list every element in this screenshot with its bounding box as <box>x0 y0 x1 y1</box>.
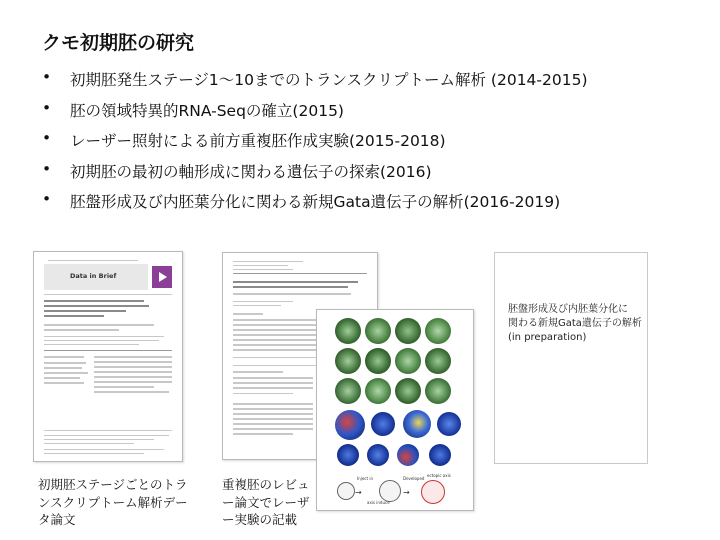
text-line <box>233 301 293 302</box>
embryo-image <box>425 348 451 374</box>
title-line <box>233 281 358 283</box>
embryo-image <box>395 378 421 404</box>
text-line <box>44 443 134 444</box>
paper2-caption: 重複胚のレビュー論文でレーザー実験の記載 <box>222 477 310 527</box>
embryo-image <box>365 318 391 344</box>
text-line <box>44 449 164 450</box>
bullet-item <box>42 99 588 130</box>
embryo-image-fluorescent <box>397 444 419 466</box>
paper-thumbnail-data-in-brief[interactable] <box>33 251 183 462</box>
embryo-figure <box>325 316 465 476</box>
embryo-image-fluorescent <box>337 444 359 466</box>
schematic-embryo <box>379 480 401 502</box>
caption-line: 胚盤形成及び内胚葉分化に <box>508 304 628 315</box>
embryo-image-fluorescent <box>371 412 395 436</box>
text-line <box>44 340 159 341</box>
text-line <box>233 382 313 384</box>
bullet-item <box>42 160 588 191</box>
text-line <box>94 366 172 368</box>
bullet-item <box>42 190 588 221</box>
divider <box>44 430 172 431</box>
text-line <box>233 393 293 394</box>
embryo-image <box>335 378 361 404</box>
schematic-embryo-ectopic <box>421 480 445 504</box>
text-line <box>94 386 154 388</box>
divider <box>44 294 172 295</box>
bullet-item <box>42 68 588 99</box>
bullet-marker: • <box>42 129 52 147</box>
text-line <box>233 377 313 379</box>
text-line <box>48 260 138 261</box>
bullet-text: 初期胚発生ステージ1〜10までのトランスクリプトーム解析 (2014-2015) <box>70 71 588 89</box>
paper-thumbnail-figure[interactable] <box>316 309 474 511</box>
embryo-image <box>395 348 421 374</box>
text-line <box>233 293 351 295</box>
text-line <box>233 423 313 425</box>
bullet-text: 胚の領域特異的RNA-Seqの確立(2015) <box>70 101 344 120</box>
bullet-text: 初期胚の最初の軸形成に関わる遺伝子の探索(2016) <box>70 162 432 181</box>
title-line <box>44 310 126 312</box>
slide-title: クモ初期胚の研究 <box>42 32 195 54</box>
text-line <box>44 362 86 364</box>
bullet-text: レーザー照射による前方重複胚作成実験(2015-2018) <box>70 132 446 150</box>
text-line <box>233 433 293 435</box>
embryo-image-fluorescent <box>437 412 461 436</box>
text-line <box>233 413 313 415</box>
embryo-image-fluorescent <box>367 444 389 466</box>
text-line <box>233 261 303 262</box>
text-line <box>233 269 293 270</box>
text-line <box>233 418 313 420</box>
bullet-marker: • <box>42 68 52 86</box>
text-line <box>44 439 154 440</box>
caption-line: 関わる新規Gata遺伝子の解析 <box>508 318 642 329</box>
paper1-caption: 初期胚ステージごとのトランスクリプトーム解析データ論文 <box>38 477 188 527</box>
text-line <box>233 313 263 315</box>
text-line <box>94 356 172 358</box>
diagram-label: axis induce <box>367 500 390 505</box>
text-line <box>233 408 313 410</box>
text-line <box>44 356 84 358</box>
bullet-text: 胚盤形成及び内胚葉分化に関わる新規Gata遺伝子の解析(2016-2019) <box>70 193 561 211</box>
embryo-image <box>335 318 361 344</box>
diagram-label: ectopic axis <box>427 473 451 478</box>
journal-name: Data in Brief <box>70 272 117 280</box>
diagram-label: Developed <box>403 476 425 481</box>
arrow-right-icon: → <box>355 488 362 497</box>
title-line <box>44 305 149 307</box>
text-line <box>44 382 84 384</box>
text-line <box>44 336 164 337</box>
text-line <box>233 428 313 430</box>
text-line <box>44 367 82 369</box>
text-line <box>233 371 283 373</box>
text-line <box>44 372 88 374</box>
text-line <box>94 371 172 373</box>
embryo-image <box>395 318 421 344</box>
text-line <box>94 381 172 383</box>
schematic-embryo <box>337 482 355 500</box>
caption-line: (in preparation) <box>508 332 587 343</box>
embryo-image <box>365 378 391 404</box>
text-line <box>44 453 144 454</box>
text-line <box>233 305 281 306</box>
text-line <box>44 324 154 326</box>
embryo-image-fluorescent <box>335 410 365 440</box>
diagram-label: Inject in <box>357 476 373 481</box>
embryo-image <box>425 378 451 404</box>
text-line <box>233 403 313 405</box>
title-line <box>233 286 348 288</box>
text-line <box>44 344 139 345</box>
embryo-image <box>365 348 391 374</box>
text-line <box>233 357 323 358</box>
text-line <box>233 387 313 389</box>
text-line <box>44 329 119 331</box>
text-line <box>94 361 172 363</box>
text-line <box>233 265 288 266</box>
in-preparation-caption <box>508 303 642 345</box>
text-line <box>44 377 80 379</box>
embryo-image-fluorescent <box>429 444 451 466</box>
play-icon <box>159 272 167 282</box>
arrow-right-icon: → <box>403 488 410 497</box>
bullet-marker: • <box>42 159 52 178</box>
embryo-image <box>425 318 451 344</box>
text-line <box>94 391 169 393</box>
embryo-image-fluorescent <box>403 410 431 438</box>
divider <box>44 350 172 351</box>
bullet-marker: • <box>42 98 52 117</box>
text-line <box>44 435 169 436</box>
title-line <box>44 315 104 317</box>
title-line <box>44 300 144 302</box>
paper-thumbnail-in-preparation[interactable] <box>494 252 648 464</box>
divider <box>233 273 367 274</box>
embryo-image <box>335 348 361 374</box>
text-line <box>94 376 172 378</box>
bullet-marker: • <box>42 190 52 208</box>
bullet-item <box>42 129 588 160</box>
bullet-list <box>42 68 588 221</box>
